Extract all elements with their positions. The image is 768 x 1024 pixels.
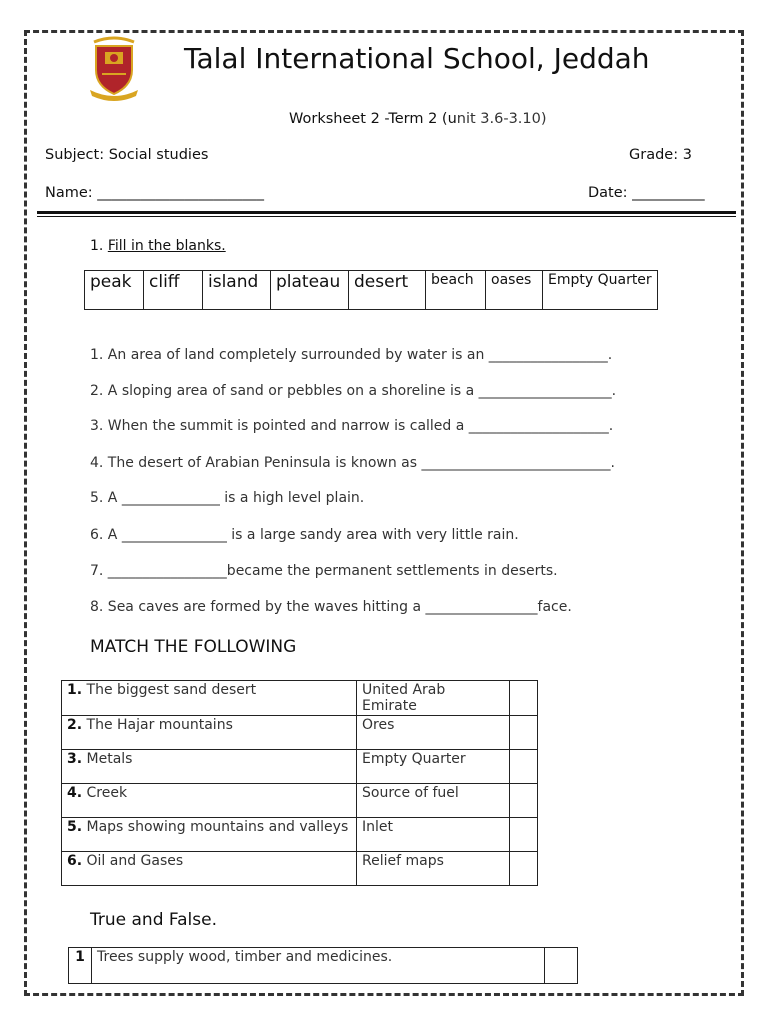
match-left-text: Creek (82, 785, 128, 801)
question-4: 4. The desert of Arabian Peninsula is known as ___________________________. (90, 455, 615, 471)
match-heading: MATCH THE FOLLOWING (90, 637, 297, 657)
header-divider (37, 211, 736, 214)
true-false-table (68, 947, 578, 984)
worksheet-title (289, 111, 547, 127)
match-answer-box[interactable] (510, 852, 538, 886)
match-left-text: Oil and Gases (82, 853, 184, 869)
school-crest-icon (86, 36, 142, 102)
match-right: Empty Quarter (357, 750, 510, 784)
question-2: 2. A sloping area of sand or pebbles on a shoreline is a ___________________. (90, 383, 617, 399)
word-bank-item: beach (426, 271, 486, 310)
match-row (62, 852, 538, 886)
word-bank-item: oases (486, 271, 543, 310)
match-table (61, 680, 538, 886)
word-bank-item: island (203, 271, 271, 310)
match-row (62, 681, 538, 716)
match-answer-box[interactable] (510, 681, 538, 716)
question-7: 7. _________________became the permanent settlements in deserts. (90, 563, 558, 579)
match-answer-box[interactable] (510, 818, 538, 852)
match-left-text: Metals (82, 751, 133, 767)
worksheet-title-main: Worksheet 2 -Term 2 (u (289, 111, 457, 127)
word-bank-item: plateau (271, 271, 349, 310)
section-title: Fill in the blanks. (107, 238, 226, 254)
match-num: 1. (67, 682, 83, 698)
match-row (62, 716, 538, 750)
match-right: Ores (357, 716, 510, 750)
match-left (62, 852, 357, 886)
name-field: Name: _______________________ (45, 185, 265, 201)
match-num: 5. (67, 819, 83, 835)
true-false-row (69, 948, 578, 984)
match-row (62, 818, 538, 852)
match-left-text: The biggest sand desert (82, 682, 257, 698)
match-left (62, 784, 357, 818)
subject-label: Subject: Social studies (45, 147, 209, 163)
grade-label: Grade: 3 (629, 147, 692, 163)
match-left-text: Maps showing mountains and valleys (82, 819, 349, 835)
match-num: 6. (67, 853, 83, 869)
word-bank-item: Empty Quarter (543, 271, 658, 310)
match-answer-box[interactable] (510, 716, 538, 750)
word-bank-item: peak (85, 271, 144, 310)
match-num: 3. (67, 751, 83, 767)
match-answer-box[interactable] (510, 784, 538, 818)
worksheet-unit: nit 3.6-3.10) (456, 111, 547, 127)
match-right: United Arab Emirate (357, 681, 510, 716)
question-1: 1. An area of land completely surrounded by water is an _________________. (90, 347, 613, 363)
word-bank-item: desert (349, 271, 426, 310)
word-bank (84, 270, 658, 310)
match-left-text: The Hajar mountains (82, 717, 233, 733)
tf-answer-box[interactable] (545, 948, 578, 984)
match-row (62, 750, 538, 784)
section-heading-fill-blanks (90, 238, 226, 254)
match-row (62, 784, 538, 818)
date-field: Date: __________ (588, 185, 705, 201)
school-name: Talal International School, Jeddah (184, 42, 650, 75)
match-right: Source of fuel (357, 784, 510, 818)
section-number: 1. (90, 238, 104, 254)
tf-num: 1 (69, 948, 92, 984)
question-3: 3. When the summit is pointed and narrow is called a ____________________. (90, 418, 614, 434)
match-right: Inlet (357, 818, 510, 852)
word-bank-item: cliff (144, 271, 203, 310)
match-num: 4. (67, 785, 83, 801)
match-left (62, 750, 357, 784)
match-left (62, 681, 357, 716)
question-8: 8. Sea caves are formed by the waves hitting a ________________face. (90, 599, 572, 615)
question-6: 6. A _______________ is a large sandy area with very little rain. (90, 527, 519, 543)
match-num: 2. (67, 717, 83, 733)
match-right: Relief maps (357, 852, 510, 886)
match-left (62, 818, 357, 852)
question-5: 5. A ______________ is a high level plain. (90, 490, 365, 506)
tf-statement: Trees supply wood, timber and medicines. (92, 948, 545, 984)
true-false-heading: True and False. (90, 910, 217, 930)
header-divider-thin (37, 216, 736, 217)
match-left (62, 716, 357, 750)
match-answer-box[interactable] (510, 750, 538, 784)
